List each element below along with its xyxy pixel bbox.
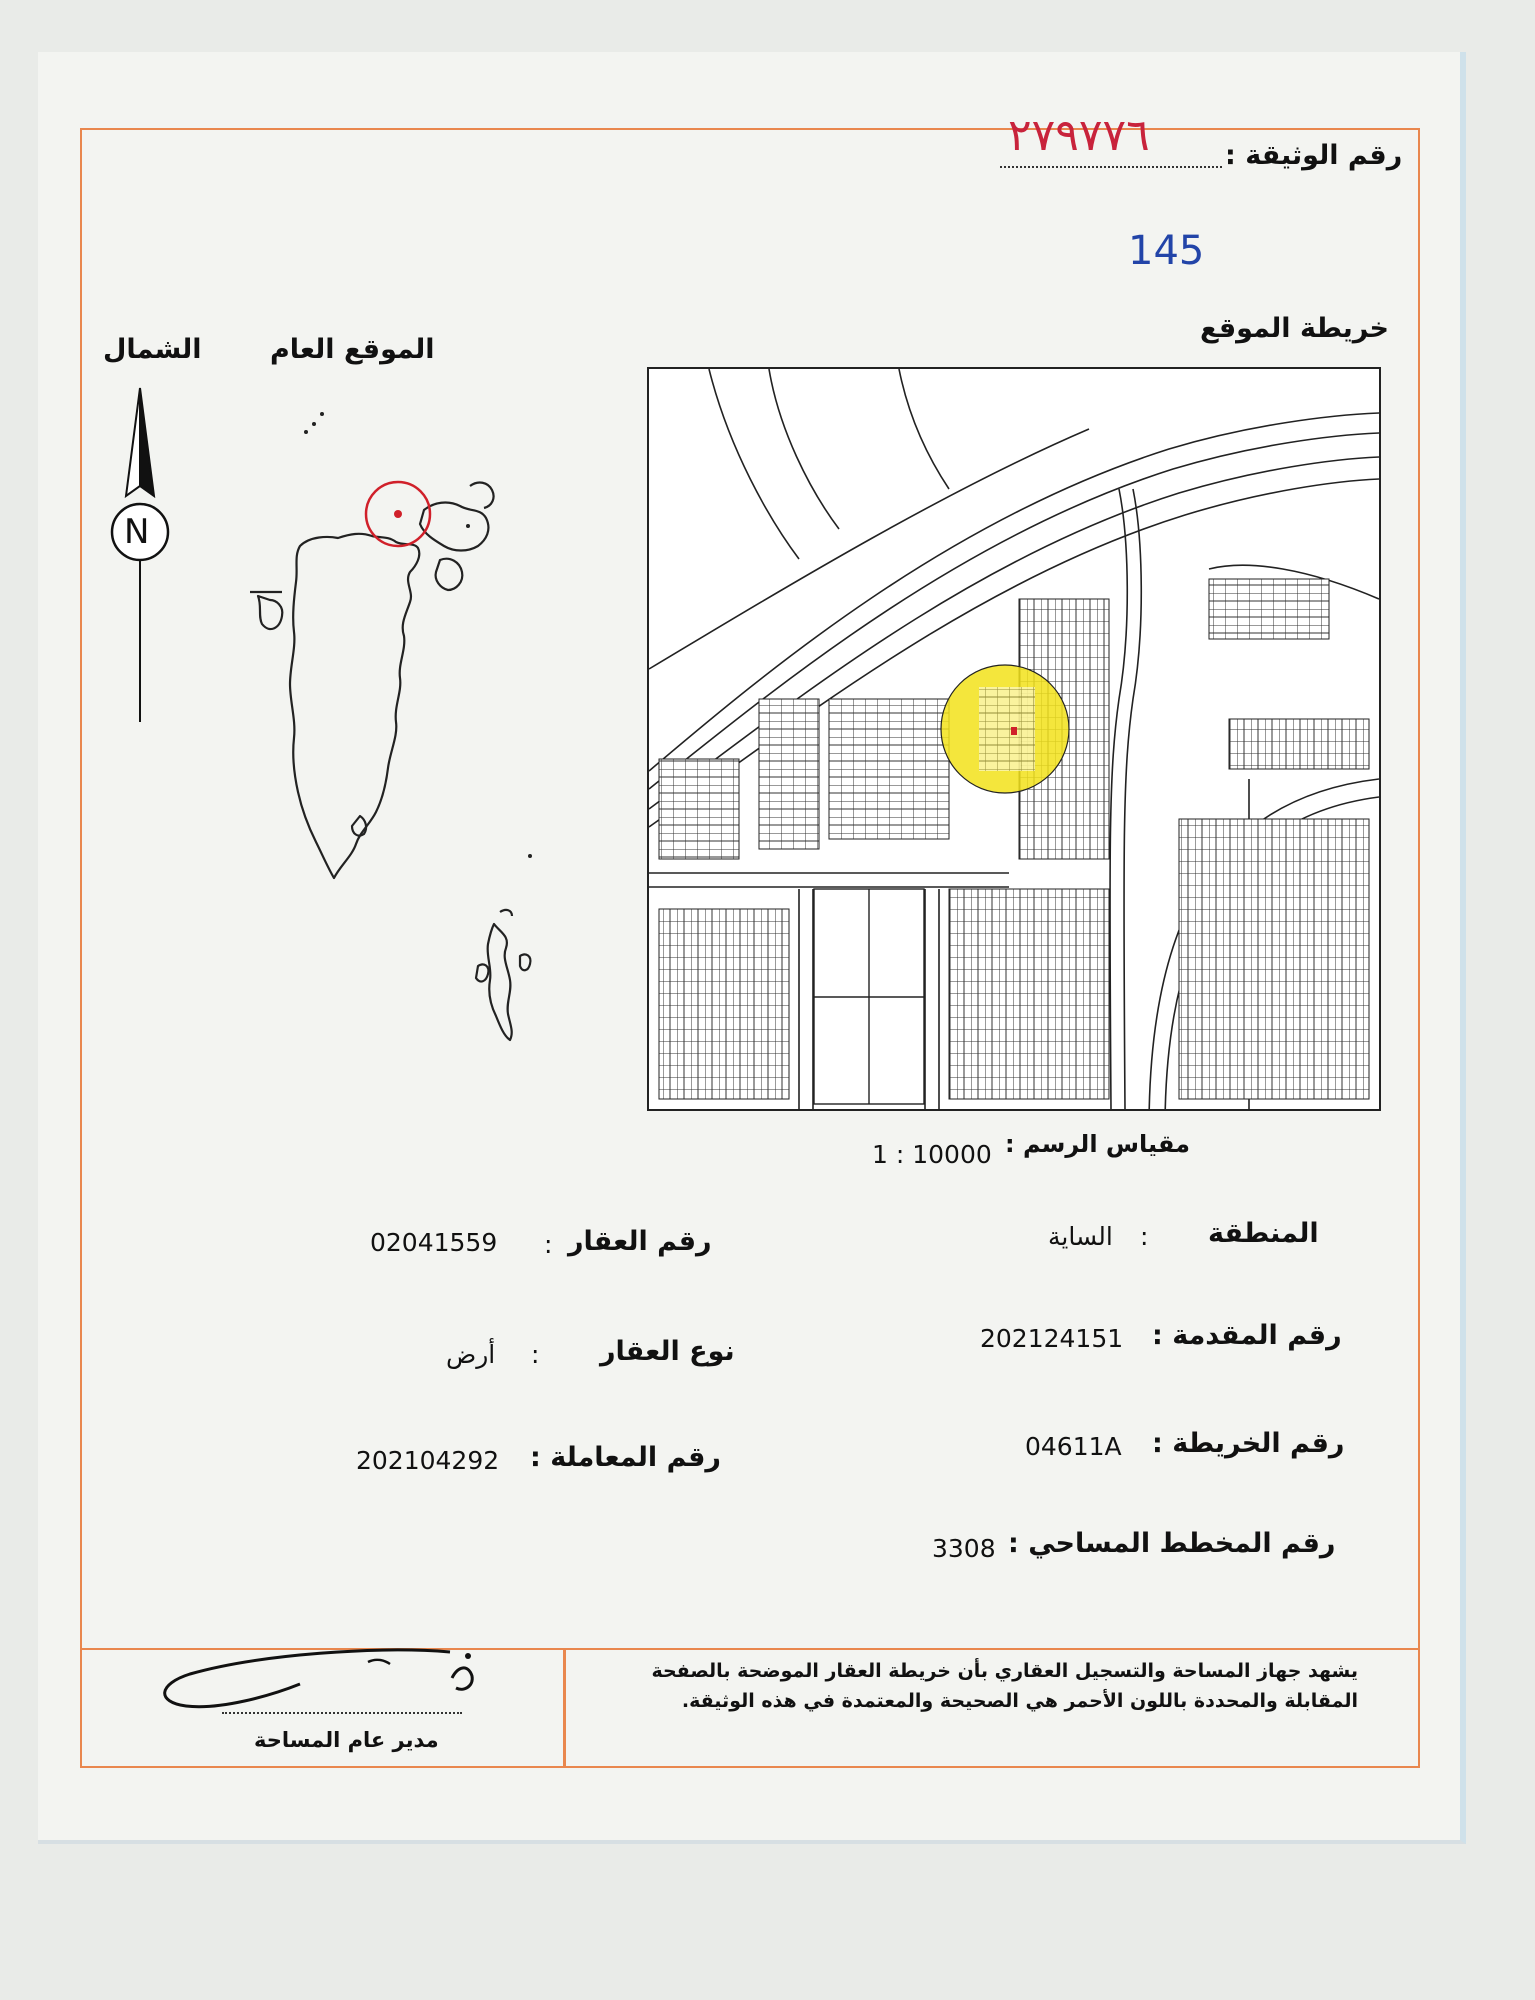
general-location-heading: الموقع العام [270,334,435,365]
north-heading: الشمال [103,334,202,365]
survey-plan-number-label: رقم المخطط المساحي : [1008,1528,1336,1559]
property-red-marker [1011,727,1017,735]
transaction-number-value: 202104292 [356,1446,500,1475]
scale-value: 1 : 10000 [872,1140,992,1169]
map-number-value: 04611A [1025,1432,1122,1461]
region-label: المنطقة [1208,1218,1319,1249]
doc-number-dotted-line [1000,166,1222,168]
property-type-value: أرض [446,1340,496,1369]
map-number-label: رقم الخريطة : [1152,1428,1345,1459]
signature-stamp [150,1640,490,1730]
handwritten-note: 145 [1128,228,1205,274]
region-value: الساية [1048,1222,1113,1251]
signatory-title: مدير عام المساحة [254,1728,439,1752]
region-separator: : [1140,1222,1149,1251]
property-number-value: 02041559 [370,1228,498,1257]
survey-plan-number-value: 3308 [932,1534,996,1563]
certification-statement: يشهد جهاز المساحة والتسجيل العقاري بأن خريطة العقار الموضحة بالصفحة المقابلة والمحددة باللون الأحمر هي الصحيحة والمعتمدة في هذه الوثيقة. [651,1660,1358,1712]
footer-divider [563,1648,566,1768]
property-type-label: نوع العقار [600,1336,735,1367]
application-number-value: 202124151 [980,1324,1124,1353]
doc-number-handwritten: ٢٧٩٧٧٦ [1008,110,1150,161]
general-location-map [210,396,580,1056]
transaction-number-label: رقم المعاملة : [530,1442,721,1473]
property-number-separator: : [544,1230,553,1259]
site-map-heading: خريطة الموقع [1200,313,1390,344]
signature-dotted-line [222,1712,462,1714]
property-number-label: رقم العقار [568,1226,712,1257]
application-number-label: رقم المقدمة : [1152,1320,1342,1351]
property-type-separator: : [531,1340,540,1369]
doc-number-label: رقم الوثيقة : [1225,140,1403,171]
scale-label: مقياس الرسم : [1005,1130,1190,1158]
north-letter: N [124,512,150,552]
site-map-drawing [649,369,1379,1109]
site-map [647,367,1381,1111]
north-arrow-icon [100,386,180,726]
